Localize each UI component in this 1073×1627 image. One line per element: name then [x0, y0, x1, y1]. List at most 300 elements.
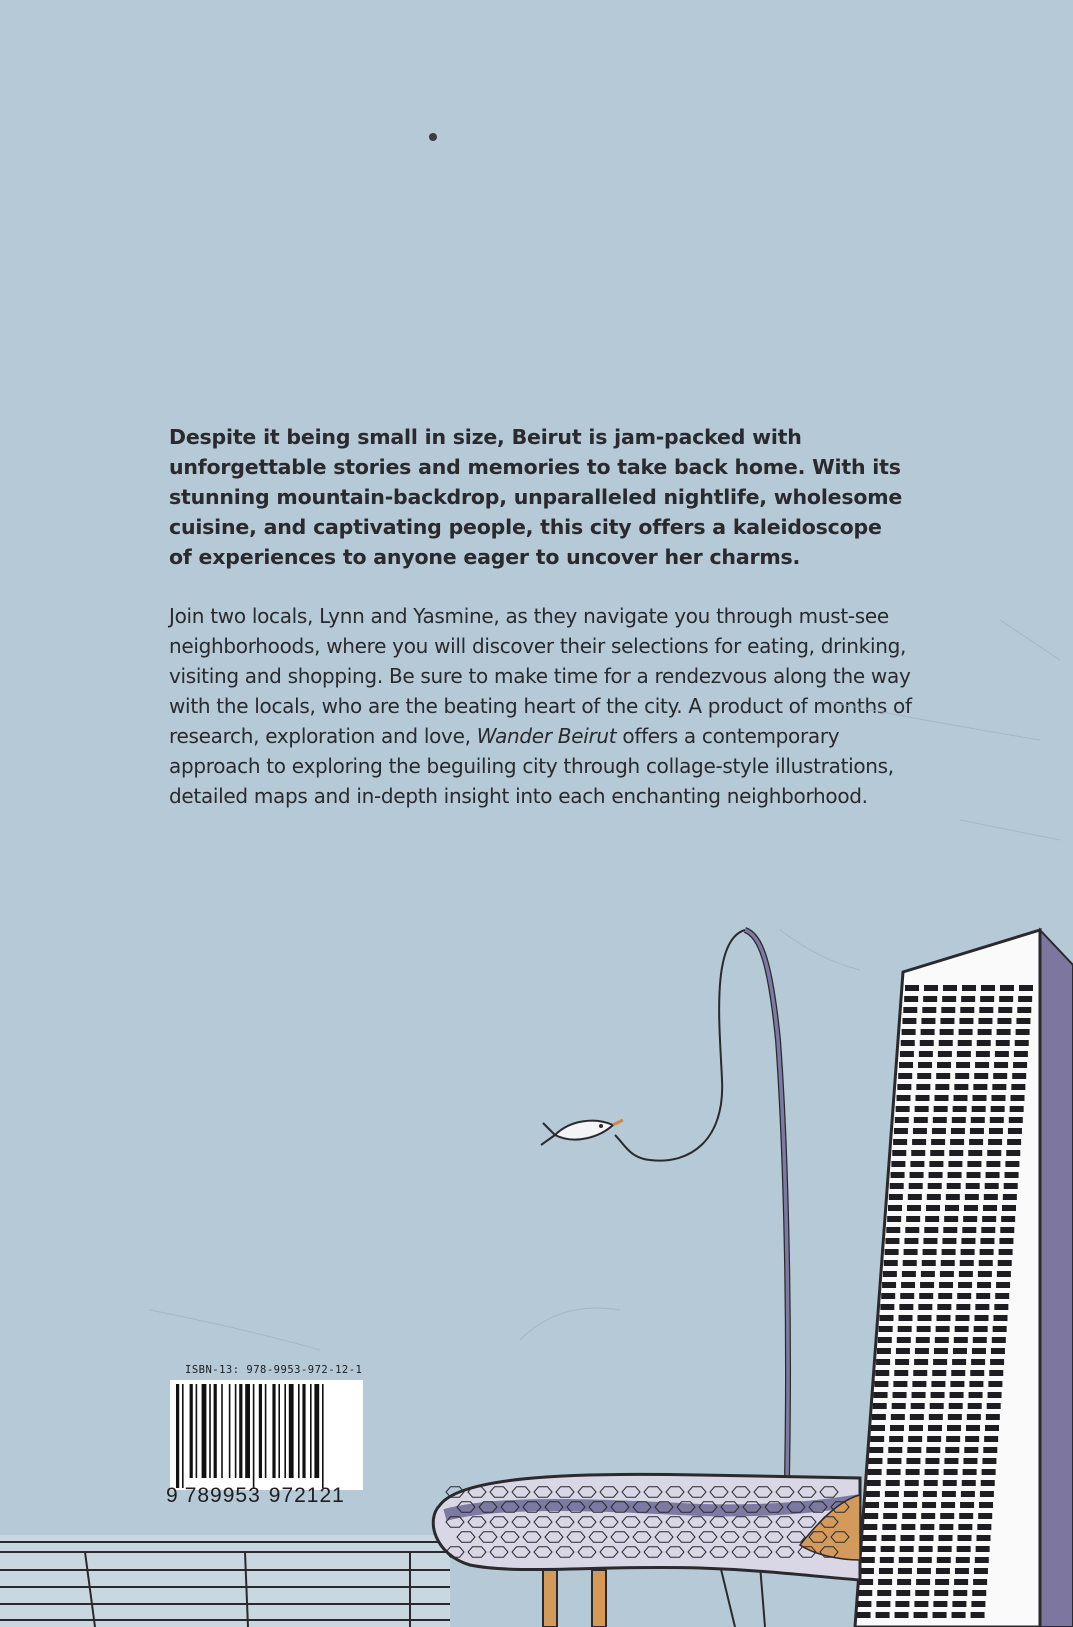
tower-window — [962, 985, 976, 991]
tower-window — [934, 1348, 948, 1354]
tower-window — [893, 1139, 907, 1145]
tower-window — [913, 1128, 927, 1134]
tower-window — [921, 1271, 935, 1277]
tower-window — [936, 1073, 950, 1079]
tower-window — [970, 1370, 984, 1376]
tower-window — [907, 1205, 921, 1211]
tower-window — [996, 1282, 1010, 1288]
tower-window — [887, 1458, 901, 1464]
tower-window — [948, 1172, 962, 1178]
tower-window — [889, 1436, 903, 1442]
tower-window — [909, 1425, 923, 1431]
tower-window — [906, 1469, 920, 1475]
tower-window — [980, 1249, 994, 1255]
tower-window — [876, 1612, 890, 1618]
tower-window — [950, 1139, 964, 1145]
tower-window — [857, 1601, 871, 1607]
tower-window — [879, 1326, 893, 1332]
tower-window — [974, 1568, 988, 1574]
tower-window — [879, 1568, 893, 1574]
tower-window — [864, 1513, 878, 1519]
tower-window — [905, 1227, 919, 1233]
tower-window — [880, 1304, 894, 1310]
tower-window — [990, 1359, 1004, 1365]
tower-window — [882, 1524, 896, 1530]
tower-window — [868, 1458, 882, 1464]
tower-window — [927, 1436, 941, 1442]
tower-window — [964, 1447, 978, 1453]
barcode-bar — [209, 1384, 211, 1478]
tower-window — [865, 1502, 879, 1508]
tower-window — [998, 1007, 1012, 1013]
tower-window — [995, 1293, 1009, 1299]
barcode-bar — [298, 1384, 300, 1478]
tower-window — [974, 1073, 988, 1079]
tower-window — [914, 1612, 928, 1618]
tower-window — [992, 1095, 1006, 1101]
barcode-bar — [284, 1384, 286, 1478]
tower-window — [957, 1051, 971, 1057]
tower-window — [954, 1337, 968, 1343]
tower-window — [876, 1601, 890, 1607]
tower-window — [922, 1007, 936, 1013]
tower-window — [950, 1381, 964, 1387]
tower-window — [914, 1601, 928, 1607]
tower-window — [915, 1106, 929, 1112]
tower-window — [987, 1403, 1001, 1409]
tower-window — [963, 1216, 977, 1222]
tower-window — [998, 1260, 1012, 1266]
tower-window — [887, 1469, 901, 1475]
tower-window — [940, 1018, 954, 1024]
barcode-bar — [239, 1384, 242, 1478]
tower-window — [858, 1590, 872, 1596]
tower-window — [951, 1128, 965, 1134]
tower-window — [963, 1458, 977, 1464]
tower-window — [969, 1139, 983, 1145]
tower-window — [908, 1194, 922, 1200]
tower-window — [1005, 1172, 1019, 1178]
tower-window — [982, 1458, 996, 1464]
tower-window — [958, 1040, 972, 1046]
tower-window — [885, 1491, 899, 1497]
barcode-bar — [202, 1384, 207, 1478]
tower-window — [877, 1590, 891, 1596]
barcode-bar — [190, 1384, 193, 1478]
tower-window — [931, 1381, 945, 1387]
tower-window — [964, 1205, 978, 1211]
tower-window — [933, 1612, 947, 1618]
tower-window — [915, 1348, 929, 1354]
tower-window — [986, 1414, 1000, 1420]
tower-window — [954, 1084, 968, 1090]
tower-window — [897, 1579, 911, 1585]
tower-window — [876, 1359, 890, 1365]
tower-window — [939, 1524, 953, 1530]
tower-window — [981, 1480, 995, 1486]
tower-window — [902, 1018, 916, 1024]
tower-window — [920, 1524, 934, 1530]
tower-window — [1004, 1183, 1018, 1189]
tower-window — [959, 1029, 973, 1035]
tower-window — [884, 1260, 898, 1266]
tower-window — [956, 1557, 970, 1563]
tower-window — [863, 1535, 877, 1541]
tower-window — [907, 1447, 921, 1453]
tower-window — [947, 1183, 961, 1189]
tower-window — [895, 1117, 909, 1123]
tower-window — [919, 1293, 933, 1299]
tower-window — [977, 1040, 991, 1046]
tower-window — [886, 1227, 900, 1233]
barcode-digits-left: 789953 — [184, 1484, 261, 1507]
tower-window — [953, 1348, 967, 1354]
tower-window — [952, 1601, 966, 1607]
tower-window — [1007, 1139, 1021, 1145]
tower-window — [957, 1546, 971, 1552]
tower-window — [942, 1249, 956, 1255]
barcode-bar — [265, 1384, 267, 1478]
tower-window — [990, 1117, 1004, 1123]
fishing-rod-icon — [615, 930, 788, 1478]
tower-window — [881, 1546, 895, 1552]
tower-window — [992, 1084, 1006, 1090]
tower-window — [930, 1403, 944, 1409]
tower-window — [982, 1469, 996, 1475]
tower-window — [961, 1491, 975, 1497]
tower-window — [958, 1524, 972, 1530]
tower-window — [878, 1337, 892, 1343]
tower-window — [906, 1216, 920, 1222]
tower-window — [891, 1414, 905, 1420]
tower-window — [1011, 1095, 1025, 1101]
tower-window — [1012, 1073, 1026, 1079]
tower-window — [955, 1326, 969, 1332]
tower-window — [977, 1535, 991, 1541]
tower-window — [942, 996, 956, 1002]
barcode-bar — [289, 1384, 294, 1478]
tower-window — [867, 1480, 881, 1486]
barcode-digits — [166, 1484, 345, 1508]
tower-window — [912, 1381, 926, 1387]
tower-window — [1015, 1040, 1029, 1046]
tower-window — [888, 1205, 902, 1211]
tower-window — [928, 1425, 942, 1431]
tower-window — [874, 1381, 888, 1387]
barcode-bar — [302, 1384, 305, 1478]
tower-window — [910, 1414, 924, 1420]
tower-window — [875, 1370, 889, 1376]
tower-window — [931, 1392, 945, 1398]
tower-window — [916, 1337, 930, 1343]
tower-window — [956, 1062, 970, 1068]
tower-window — [901, 1524, 915, 1530]
tower-window — [943, 1480, 957, 1486]
tower-window — [911, 1403, 925, 1409]
tower-window — [1010, 1106, 1024, 1112]
tower-window — [899, 1304, 913, 1310]
tower-window — [900, 1546, 914, 1552]
tower-window — [973, 1095, 987, 1101]
tower-window — [904, 1249, 918, 1255]
tower-window — [979, 1260, 993, 1266]
tower-window — [954, 1579, 968, 1585]
tower-window — [972, 1106, 986, 1112]
tower-window — [988, 1381, 1002, 1387]
tower-window — [978, 1029, 992, 1035]
tower-window — [950, 1392, 964, 1398]
tower-window — [948, 1161, 962, 1167]
tower-window — [988, 1139, 1002, 1145]
tower-window — [978, 1513, 992, 1519]
tower-window — [924, 1227, 938, 1233]
tower-window — [941, 1502, 955, 1508]
tower-window — [969, 1381, 983, 1387]
tower-window — [903, 1260, 917, 1266]
tower-window — [878, 1579, 892, 1585]
tower-window — [916, 1084, 930, 1090]
tower-window — [931, 1139, 945, 1145]
tower-window — [886, 1480, 900, 1486]
tower-window — [917, 1326, 931, 1332]
tower-window — [979, 1502, 993, 1508]
tower-window — [882, 1535, 896, 1541]
tower-window — [981, 1227, 995, 1233]
tower-window — [967, 1172, 981, 1178]
barcode-bar — [314, 1384, 319, 1478]
tower-window — [1001, 1216, 1015, 1222]
tower-window — [939, 1040, 953, 1046]
tower-window — [967, 1161, 981, 1167]
tower-window — [891, 1161, 905, 1167]
tower-window — [1000, 1227, 1014, 1233]
tower-window — [910, 1161, 924, 1167]
tower-window — [922, 1260, 936, 1266]
tower-window — [928, 1183, 942, 1189]
tower-window — [991, 1348, 1005, 1354]
tower-window — [977, 1282, 991, 1288]
tower-window — [962, 1480, 976, 1486]
tower-window — [890, 1183, 904, 1189]
tower-window — [951, 1370, 965, 1376]
tower-window — [963, 1469, 977, 1475]
tower-window — [922, 1502, 936, 1508]
barcode-bar — [221, 1384, 223, 1478]
tower-window — [904, 1238, 918, 1244]
tower-window — [984, 1436, 998, 1442]
tower-window — [943, 1227, 957, 1233]
tower-window — [975, 1304, 989, 1310]
tower-window — [932, 1128, 946, 1134]
tower-window — [949, 1403, 963, 1409]
tower-window — [880, 1557, 894, 1563]
tower-window — [979, 1007, 993, 1013]
tower-window — [976, 1051, 990, 1057]
barcode-digit-lead: 9 — [166, 1484, 179, 1507]
tower-window — [895, 1359, 909, 1365]
tower-window — [891, 1172, 905, 1178]
tower-window — [933, 1359, 947, 1365]
tower-window — [993, 1326, 1007, 1332]
tower-window — [968, 1403, 982, 1409]
tower-window — [941, 1260, 955, 1266]
tower-window — [908, 1436, 922, 1442]
tower-window — [861, 1557, 875, 1563]
tower-window — [929, 1414, 943, 1420]
book-title: Wander Beirut — [476, 724, 617, 748]
tower-window — [970, 1128, 984, 1134]
tower-window — [940, 1513, 954, 1519]
barcode-bar — [214, 1384, 217, 1478]
tower-window — [889, 1194, 903, 1200]
tower-window — [960, 1502, 974, 1508]
tower-window — [957, 1293, 971, 1299]
tower-window — [898, 1568, 912, 1574]
tower-window — [966, 1183, 980, 1189]
tower-window — [920, 1282, 934, 1288]
tower-window — [934, 1590, 948, 1596]
tower-window — [935, 1579, 949, 1585]
tower-window — [925, 1216, 939, 1222]
tower-window — [986, 1161, 1000, 1167]
tower-window — [955, 1568, 969, 1574]
tower-window — [877, 1348, 891, 1354]
fish-icon — [541, 1120, 623, 1145]
tower-window — [1013, 1062, 1027, 1068]
tower-window — [952, 1359, 966, 1365]
blurb-text: Despite it being small in size, Beirut is jam-packed with unforgettable stories and memories to take back home. With its stunning mountain-backdrop, unparalleled nightlife, wholesome cuisine, and captivating people, this city offers a kaleidoscope of experiences to anyone eager to uncover her charms. — [169, 425, 903, 569]
tower-window — [897, 1095, 911, 1101]
tower-window — [884, 1502, 898, 1508]
tower-window — [987, 1150, 1001, 1156]
tower-window — [999, 1249, 1013, 1255]
tower-window — [968, 1150, 982, 1156]
tower-window — [1016, 1018, 1030, 1024]
tower-window — [956, 1304, 970, 1310]
tower-window — [893, 1392, 907, 1398]
tower-window — [921, 1513, 935, 1519]
tower-window — [1017, 1007, 1031, 1013]
tower-window — [948, 1414, 962, 1420]
tower-window — [952, 1117, 966, 1123]
tower-window — [944, 1216, 958, 1222]
tower-window — [945, 1447, 959, 1453]
tower-window — [940, 1029, 954, 1035]
tower-window — [897, 1084, 911, 1090]
tower-window — [896, 1106, 910, 1112]
tower-window — [898, 1073, 912, 1079]
tower-window — [942, 1238, 956, 1244]
tower-window — [893, 1381, 907, 1387]
barcode-bar — [272, 1384, 275, 1478]
tower-window — [905, 1480, 919, 1486]
tower-window — [999, 996, 1013, 1002]
description-intro: Join two locals, Lynn and Yasmine, as they navigate you through must-see neighborhoods, where you will discover their selections for eating, drinking, visiting and shopping. Be sure to make time for a rendezvous along the way with the locals, who are the beating heart of the city. A product of months of research, exploration and love, — [169, 604, 912, 748]
tower-window — [997, 1018, 1011, 1024]
tower-window — [883, 1271, 897, 1277]
tower-window — [980, 1491, 994, 1497]
tower-window — [937, 1062, 951, 1068]
tower-window — [981, 985, 995, 991]
tower-window — [863, 1524, 877, 1530]
tower-window — [933, 1117, 947, 1123]
tower-window — [926, 1205, 940, 1211]
tower-window — [946, 1194, 960, 1200]
tower-window — [925, 1469, 939, 1475]
tower-window — [999, 1238, 1013, 1244]
tower-window — [953, 1590, 967, 1596]
tower-window — [971, 1117, 985, 1123]
tower-window — [969, 1392, 983, 1398]
tower-window — [918, 1062, 932, 1068]
tower-window — [902, 1513, 916, 1519]
tower-window — [925, 1458, 939, 1464]
tower-window — [937, 1557, 951, 1563]
tower-window — [921, 1018, 935, 1024]
tower-window — [994, 1304, 1008, 1310]
tower-window — [959, 1513, 973, 1519]
barcode-digits-right: 972121 — [268, 1484, 345, 1507]
tower-window — [960, 1260, 974, 1266]
tower-window — [933, 1601, 947, 1607]
tower-window — [857, 1612, 871, 1618]
tower-window — [871, 1425, 885, 1431]
tower-window — [972, 1590, 986, 1596]
tower-window — [939, 1282, 953, 1288]
tower-window — [965, 1436, 979, 1442]
tower-window — [874, 1392, 888, 1398]
tower-window — [887, 1216, 901, 1222]
tower-window — [1008, 1128, 1022, 1134]
tower-window — [912, 1139, 926, 1145]
tower-window — [917, 1073, 931, 1079]
tower-window — [937, 1304, 951, 1310]
tower-window — [917, 1568, 931, 1574]
tower-window — [940, 1271, 954, 1277]
tower-window — [973, 1579, 987, 1585]
tower-window — [934, 1106, 948, 1112]
tower-window — [914, 1359, 928, 1365]
barcode-bar — [196, 1384, 198, 1478]
tower-window — [967, 1414, 981, 1420]
tower-window — [992, 1337, 1006, 1343]
tower-window — [975, 1062, 989, 1068]
tower-window — [946, 1436, 960, 1442]
tower-window — [894, 1370, 908, 1376]
tower-window — [971, 1601, 985, 1607]
tower-window — [972, 1348, 986, 1354]
barcode-background — [170, 1380, 363, 1490]
tower-window — [1014, 1051, 1028, 1057]
tower-window — [973, 1084, 987, 1090]
tower-window — [918, 1557, 932, 1563]
tower-window — [1019, 985, 1033, 991]
tower-window — [885, 1249, 899, 1255]
tower-window — [953, 1106, 967, 1112]
tower-window — [971, 1612, 985, 1618]
tower-window — [974, 1326, 988, 1332]
tower-window — [959, 1271, 973, 1277]
tower-window — [941, 1007, 955, 1013]
tower-window — [978, 1271, 992, 1277]
tower-window — [983, 1205, 997, 1211]
tower-window — [888, 1447, 902, 1453]
tower-window — [944, 1458, 958, 1464]
tower-window — [939, 1535, 953, 1541]
tower-window — [1009, 1117, 1023, 1123]
tower-window — [1018, 996, 1032, 1002]
tower-window — [920, 1040, 934, 1046]
